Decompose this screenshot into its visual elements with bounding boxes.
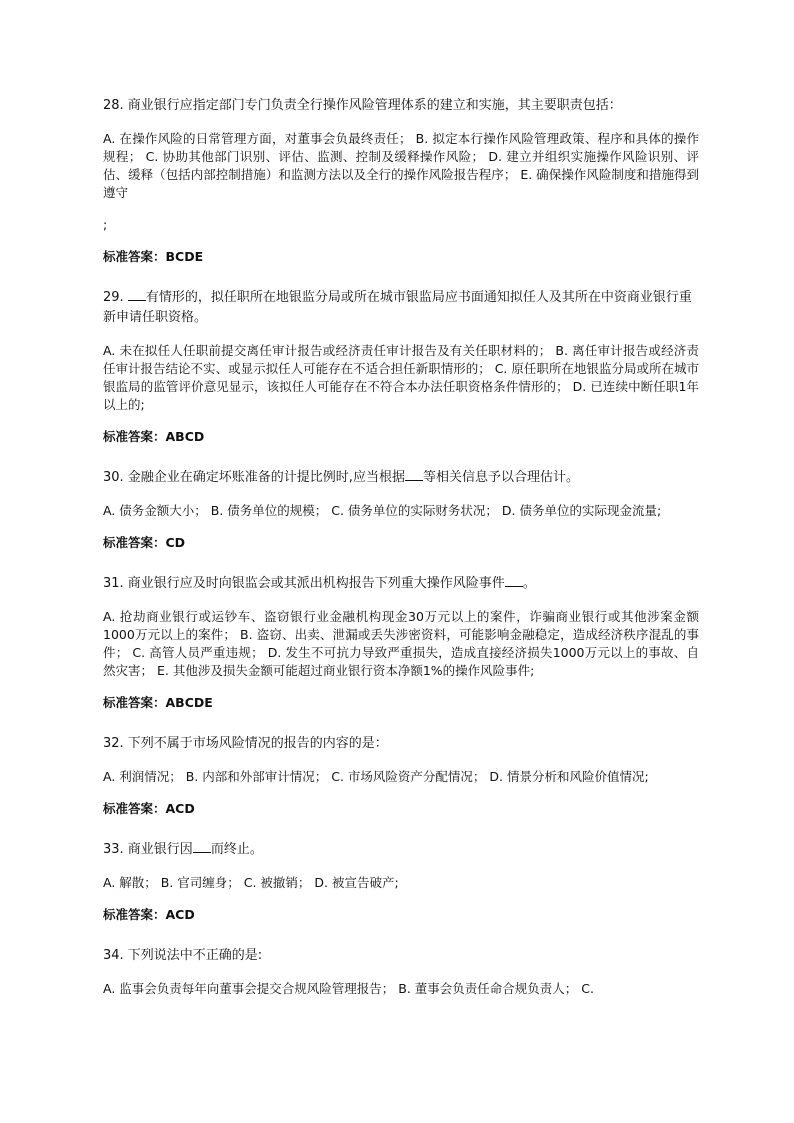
question-32 — [103, 734, 699, 818]
question-29 — [103, 288, 699, 446]
answer-blank — [505, 574, 523, 587]
question-text: 34. 下列说法中不正确的是: — [103, 948, 263, 963]
standard-answer: 标准答案：ACD — [103, 801, 195, 816]
question-text: 33. 商业银行因 而终止。 — [103, 842, 263, 857]
question-text: 29. 有情形的，拟任职所在地银监分局或所在城市银监局应书面通知拟任人及其所在中资商业银行重新申请任职资格。 — [103, 290, 692, 325]
question-34 — [103, 946, 699, 998]
question-31 — [103, 574, 699, 712]
question-options: A. 监事会负责每年向董事会提交合规风险管理报告； B. 董事会负责任命合规负责人； C. — [103, 981, 594, 996]
standard-answer: 标准答案：CD — [103, 535, 186, 550]
answer-blank — [193, 840, 211, 853]
question-28 — [103, 96, 699, 266]
question-options: A. 利润情况； B. 内部和外部审计情况； C. 市场风险资产分配情况； D. 情景分析和风险价值情况; — [103, 769, 649, 784]
question-options: A. 解散； B. 官司缠身； C. 被撤销； D. 被宣告破产; — [103, 875, 399, 890]
answer-blank — [128, 288, 146, 301]
question-text: 28. 商业银行应指定部门专门负责全行操作风险管理体系的建立和实施，其主要职责包括： — [103, 98, 622, 113]
document-page — [103, 96, 699, 1012]
stray-mark: ; — [103, 217, 108, 232]
question-30 — [103, 468, 699, 552]
question-text: 32. 下列不属于市场风险情况的报告的内容的是： — [103, 736, 388, 751]
standard-answer: 标准答案：BCDE — [103, 249, 204, 264]
standard-answer: 标准答案：ABCD — [103, 429, 205, 444]
answer-blank — [405, 468, 423, 481]
question-text: 30. 金融企业在确定坏账准备的计提比例时,应当根据 等相关信息予以合理估计。 — [103, 470, 579, 485]
question-options: A. 在操作风险的日常管理方面，对董事会负最终责任； B. 拟定本行操作风险管理政策、程序和具体的操作规程； C. 协助其他部门识别、评估、监测、控制及缓释操作风险； D. 建立并组织实施操作风险识别、评估、缓释（包括内部控制措施）和监测方法以及全行的操作风险报告程序； E. 确保操作风险制度和措施得到遵守 — [103, 131, 699, 200]
standard-answer: 标准答案：ACD — [103, 907, 195, 922]
question-options: A. 债务金额大小； B. 债务单位的规模； C. 债务单位的实际财务状况； D. 债务单位的实际现金流量; — [103, 503, 662, 518]
question-33 — [103, 840, 699, 924]
standard-answer: 标准答案：ABCDE — [103, 695, 213, 710]
question-text: 31. 商业银行应及时向银监会或其派出机构报告下列重大操作风险事件 。 — [103, 576, 536, 591]
question-options: A. 抢劫商业银行或运钞车、盗窃银行业金融机构现金30万元以上的案件，诈骗商业银行或其他涉案金额1000万元以上的案件； B. 盗窃、出卖、泄漏或丢失涉密资料，可能影响金融稳定，造成经济秩序混乱的事件； C. 高管人员严重违规； D. 发生不可抗力导致严重损失，造成直接经济损失1000万元以上的事故、自然灾害； E. 其他涉及损失金额可能超过商业银行资本净额1%的操作风险事件; — [103, 609, 699, 678]
question-options: A. 未在拟任人任职前提交离任审计报告或经济责任审计报告及有关任职材料的； B. 离任审计报告或经济责任审计报告结论不实、或显示拟任人可能存在不适合担任新职情形的； C. 原任职所在地银监分局或所在城市银监局的监管评价意见显示，该拟任人可能存在不符合本办法任职资格条件情形的； D. 已连续中断任职1年以上的; — [103, 343, 699, 412]
